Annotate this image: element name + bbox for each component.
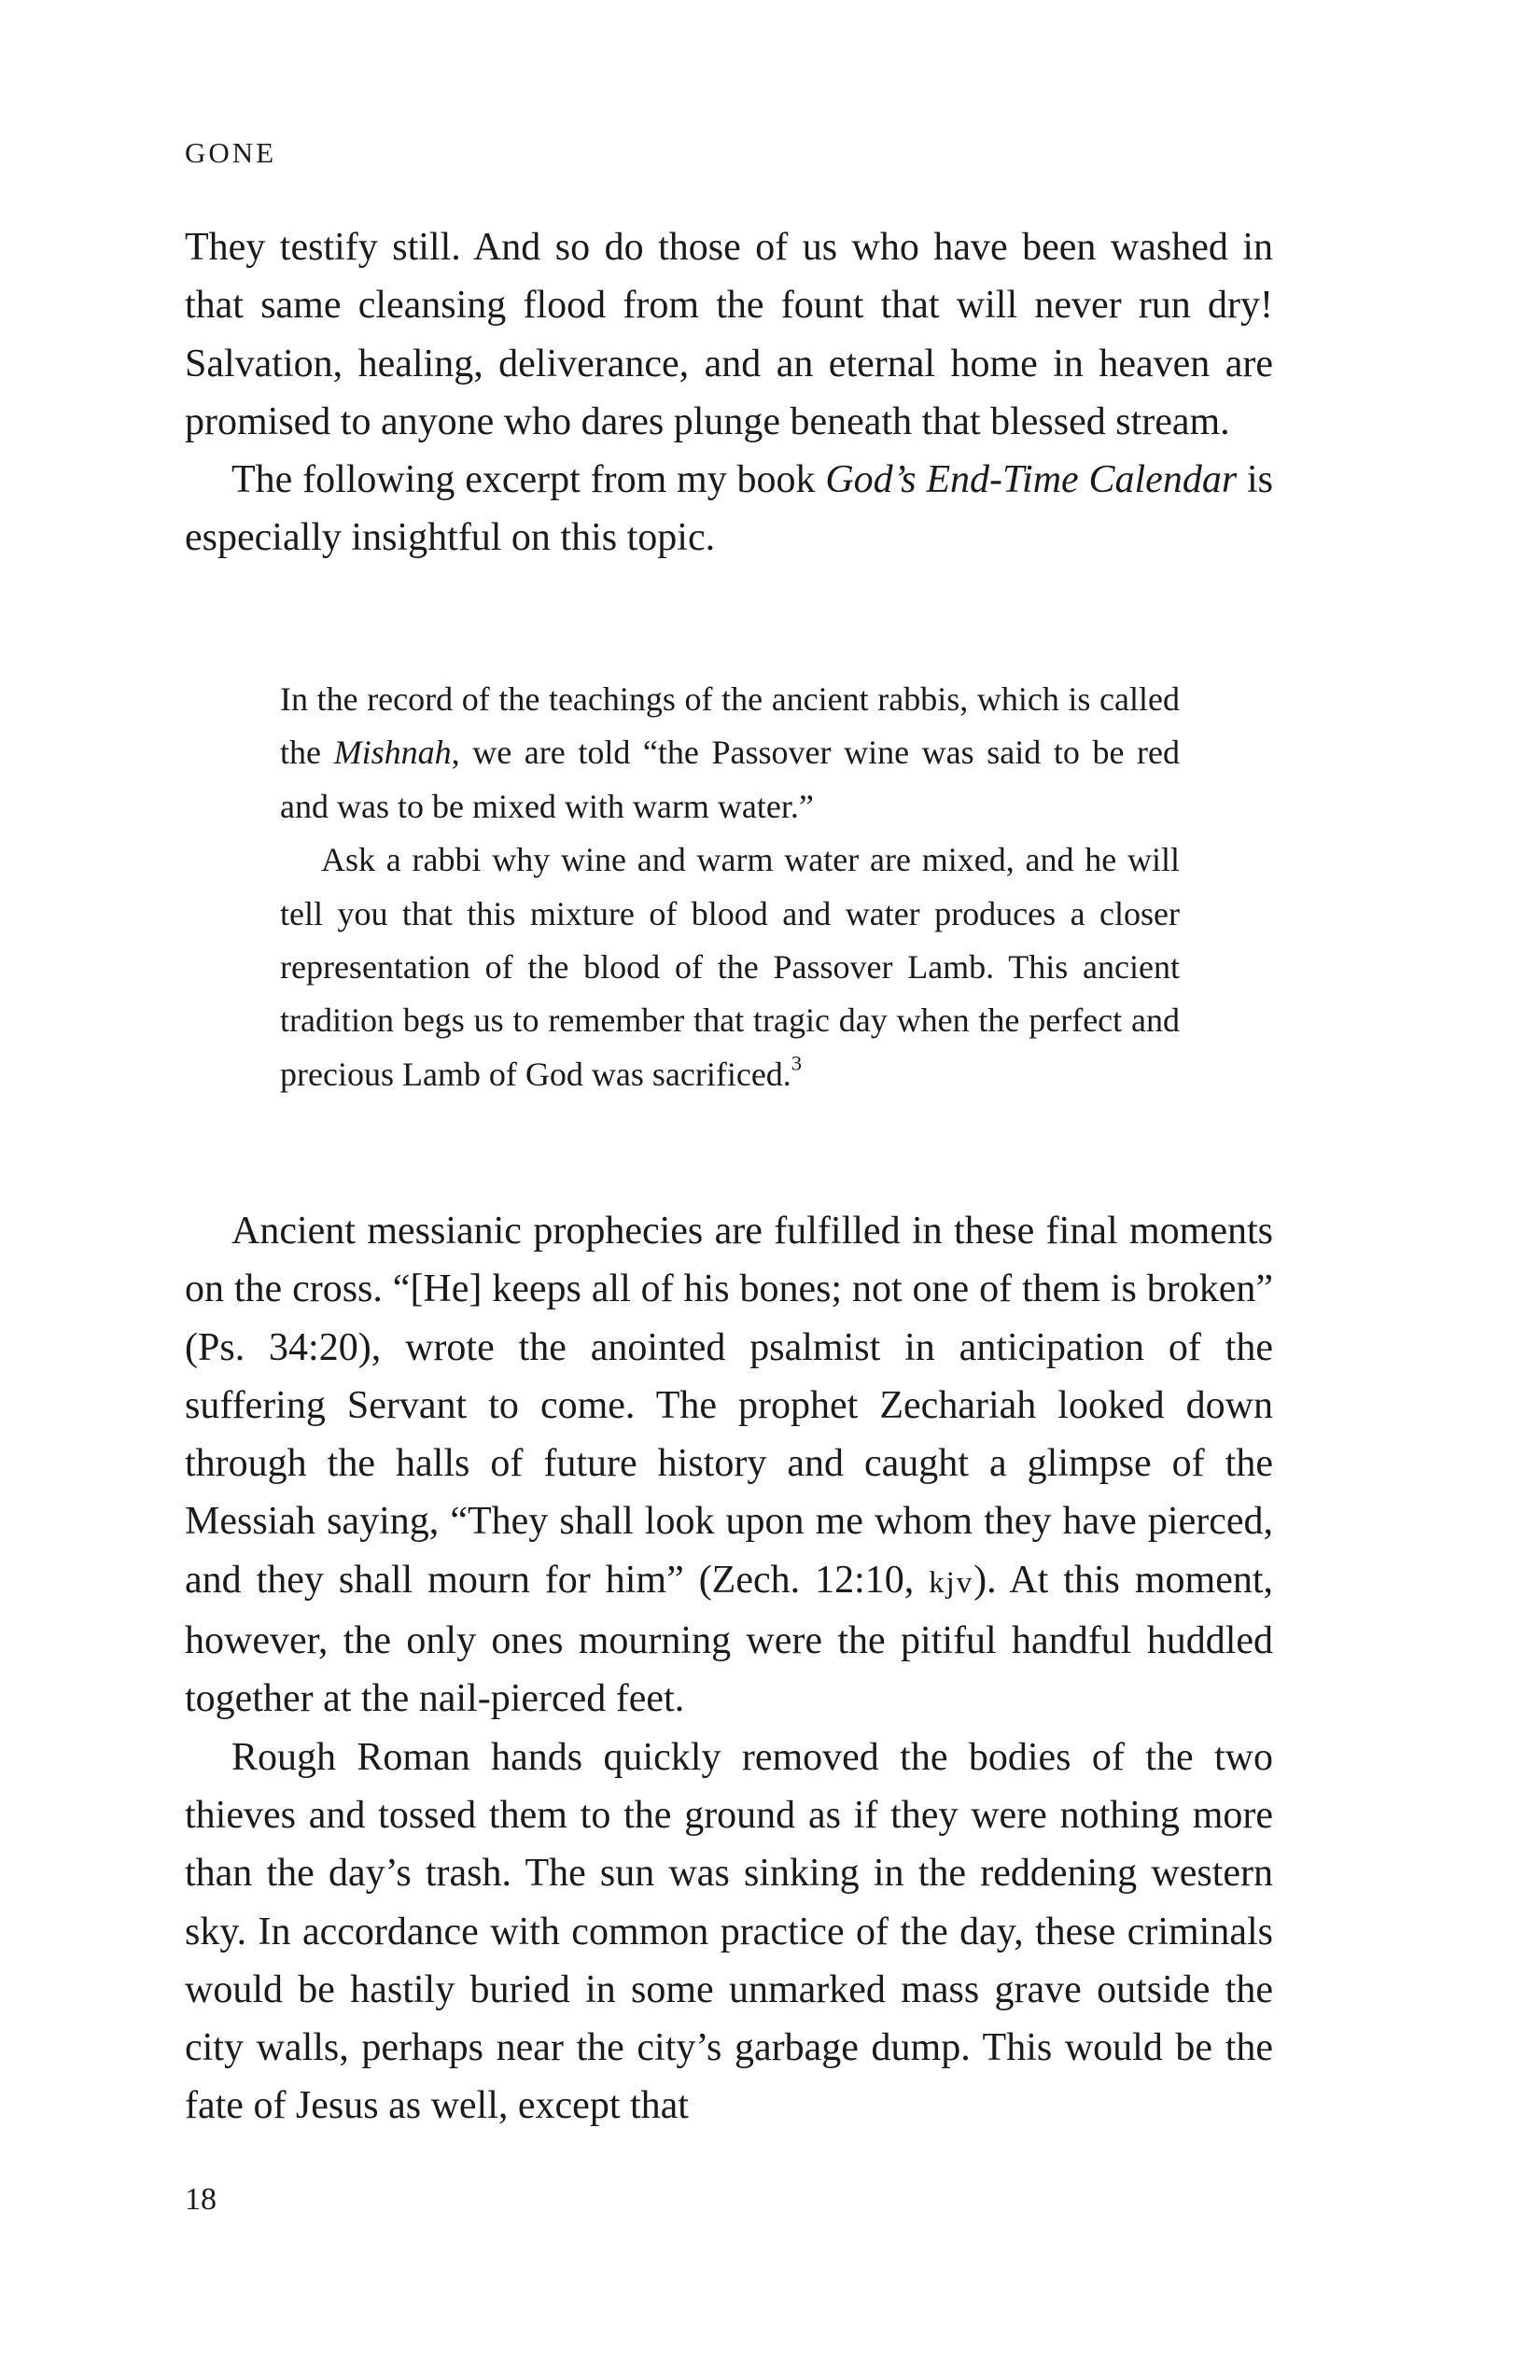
paragraph-text: ). At this moment, however, the only ones mourning were the pitiful handful huddled together at the nail-pierced feet.: [185, 1558, 1273, 1721]
quote-paragraph: [280, 673, 1180, 833]
book-title: God’s End-Time Calendar: [825, 458, 1238, 502]
quote-text: Ask a rabbi why wine and warm water are mixed, and he will tell you that this mixture of blood and water produces a closer representation of the blood of the Passover Lamb. This ancient tradition begs us to remember that tragic day when the perfect and precious Lamb of God was sacrificed.: [280, 841, 1180, 1093]
body-text-top: [185, 218, 1273, 567]
quote-text: In the record of the teachings of the ancient rabbis, which is called the: [280, 680, 1180, 772]
body-text-bottom: [185, 1202, 1273, 2135]
paragraph: [185, 451, 1273, 567]
paragraph-text: Ancient messianic prophecies are fulfilled in these final moments on the cross. “[He] keeps all of his bones; not one of them is broken” (Ps. 34:20), wrote the anointed psalmist in anticipation of the suffering Servant to come. The prophet Zechariah looked down through the halls of future history and caught a glimpse of the Messiah saying, “They shall look upon me whom they have pierced, and they shall mourn for him” (Zech. 12:10,: [185, 1210, 1273, 1602]
quote-paragraph: [280, 833, 1180, 1101]
footnote-reference: 3: [791, 1051, 802, 1075]
paragraph-text: is especially insightful on this topic.: [185, 458, 1274, 560]
small-caps-abbreviation: kjv: [929, 1565, 974, 1600]
page-number: 18: [185, 2182, 217, 2217]
paragraph-text: The following excerpt from my book: [231, 458, 826, 502]
paragraph: [185, 1202, 1273, 1729]
running-head: GONE: [185, 136, 277, 169]
paragraph-text: Rough Roman hands quickly removed the bodies of the two thieves and tossed them to the ground as if they were nothing more than the day’s trash. The sun was sinking in the reddening western sky. In accordance with common practice of the day, these criminals would be hastily buried in some unmarked mass grave outside the city walls, perhaps near the city’s garbage dump. This would be the fate of Jesus as well, except that: [185, 1735, 1273, 2128]
quote-text: , we are told “the Passover wine was said to be red and was to be mixed with warm water.”: [280, 734, 1180, 825]
paragraph: [185, 218, 1273, 451]
italic-term: Mishnah: [333, 734, 452, 772]
paragraph-text: They testify still. And so do those of us who have been washed in that same cleansing flood from the fount that will never run dry! Salvation, healing, deliverance, and an eternal home in heaven are promised to anyone who dares plunge beneath that blessed stream.: [185, 226, 1273, 443]
paragraph: [185, 1729, 1273, 2135]
block-quote: [280, 673, 1180, 1101]
